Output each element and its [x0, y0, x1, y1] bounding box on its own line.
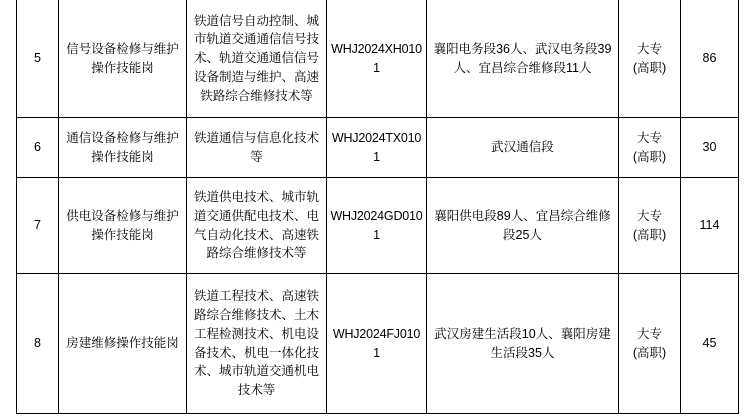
post-code: WHJ2024FJ0101	[327, 274, 427, 414]
post-name: 通信设备检修与维护操作技能岗	[59, 118, 187, 178]
recruit-count: 45	[681, 274, 739, 414]
employer-units: 武汉房建生活段10人、襄阳房建生活段35人	[427, 274, 619, 414]
education-level: 大专	[636, 130, 662, 145]
post-code: WHJ2024TX0101	[327, 118, 427, 178]
employer-units: 武汉通信段	[427, 118, 619, 178]
row-number: 6	[17, 118, 59, 178]
education-requirement	[619, 274, 681, 414]
post-name: 房建维修操作技能岗	[59, 274, 187, 414]
table-row	[17, 118, 739, 178]
table-row	[17, 274, 739, 414]
employer-units: 襄阳电务段36人、武汉电务段39人、宜昌综合维修段11人	[427, 0, 619, 118]
table-row	[17, 178, 739, 274]
education-level: 大专	[636, 326, 662, 341]
table-row	[17, 0, 739, 118]
recruitment-table	[16, 0, 739, 414]
major-requirement: 铁道信号自动控制、城市轨道交通通信信号技术、轨道交通通信信号设备制造与维护、高速铁路综合维修技术等	[187, 0, 327, 118]
recruit-count: 114	[681, 178, 739, 274]
education-requirement	[619, 0, 681, 118]
post-name: 供电设备检修与维护操作技能岗	[59, 178, 187, 274]
employer-units: 襄阳供电段89人、宜昌综合维修段25人	[427, 178, 619, 274]
education-note: (高职)	[632, 149, 667, 164]
major-requirement: 铁道供电技术、城市轨道交通供配电技术、电气自动化技术、高速铁路综合维修技术等	[187, 178, 327, 274]
major-requirement: 铁道工程技术、高速铁路综合维修技术、土木工程检测技术、机电设备技术、机电一体化技术、城市轨道交通机电技术等	[187, 274, 327, 414]
education-requirement	[619, 178, 681, 274]
post-code: WHJ2024GD0101	[327, 178, 427, 274]
row-number: 8	[17, 274, 59, 414]
post-name: 信号设备检修与维护操作技能岗	[59, 0, 187, 118]
row-number: 5	[17, 0, 59, 118]
recruit-count: 30	[681, 118, 739, 178]
education-level: 大专	[636, 208, 662, 223]
major-requirement: 铁道通信与信息化技术等	[187, 118, 327, 178]
row-number: 7	[17, 178, 59, 274]
education-requirement	[619, 118, 681, 178]
education-note: (高职)	[632, 227, 667, 242]
education-level: 大专	[636, 41, 662, 56]
education-note: (高职)	[632, 60, 667, 75]
recruit-count: 86	[681, 0, 739, 118]
education-note: (高职)	[632, 345, 667, 360]
post-code: WHJ2024XH0101	[327, 0, 427, 118]
